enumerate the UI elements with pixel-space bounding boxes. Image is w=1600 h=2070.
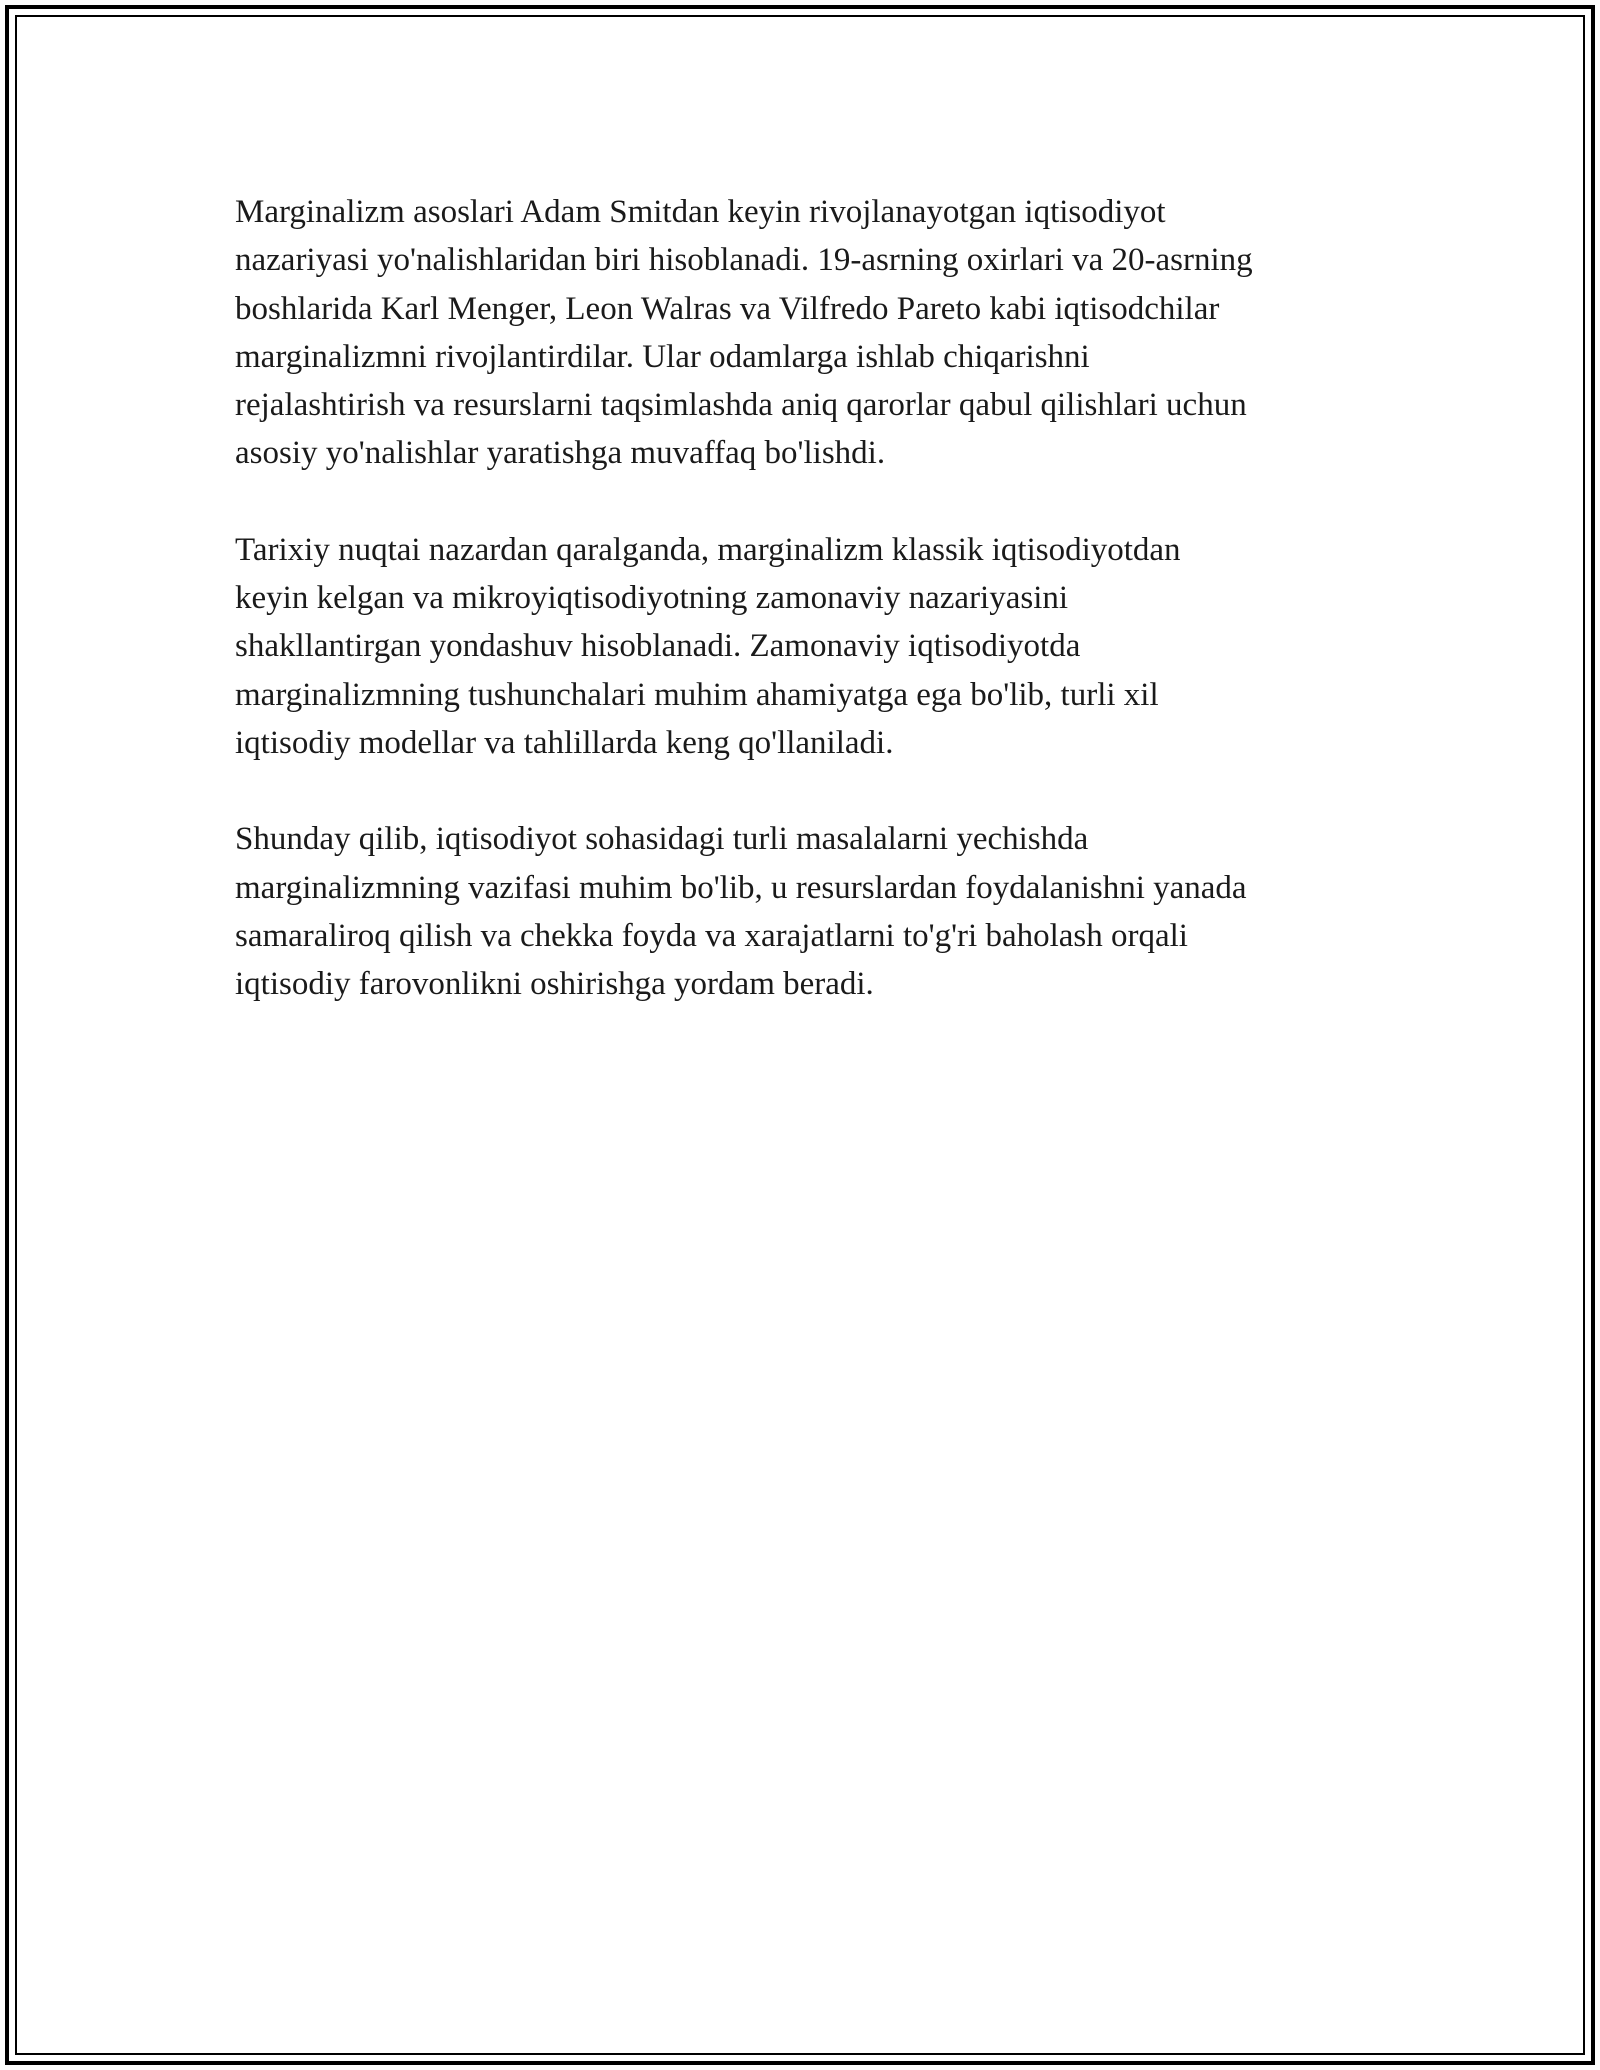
paragraph-2: Tarixiy nuqtai nazardan qaralganda, marginalizm klassik iqtisodiyotdan keyin kelgan va mikroyiqtisodiyotning zamonaviy nazariyasini shakllantirgan yondashuv hisoblanadi. Zamonaviy iqtisodiyotda marginalizmning tushunchalari muhim ahamiyatga ega bo'lib, turli xil iqtisodiy modellar va tahlillarda keng qo'llaniladi. (235, 531, 1181, 761)
document-body (235, 188, 1385, 1056)
paragraph-3: Shunday qilib, iqtisodiyot sohasidagi turli masalalarni yechishda marginalizmning vazifasi muhim bo'lib, u resurslardan foydalanishni yanada samaraliroq qilish va chekka foyda va xarajatlarni to'g'ri baholash orqali iqtisodiy farovonlikni oshirishga yordam beradi. (235, 821, 1247, 1003)
paragraph-1: Marginalizm asoslari Adam Smitdan keyin rivojlanayotgan iqtisodiyot nazariyasi yo'nalishlaridan biri hisoblanadi. 19-asrning oxirlari va 20-asrning boshlarida Karl Menger, Leon Walras va Vilfredo Pareto kabi iqtisodchilar marginalizmni rivojlantirdilar. Ular odamlarga ishlab chiqarishni rejalashtirish va resurslarni taqsimlashda aniq qarorlar qabul qilishlari uchun asosiy yo'nalishlar yaratishga muvaffaq bo'lishdi. (235, 194, 1253, 472)
